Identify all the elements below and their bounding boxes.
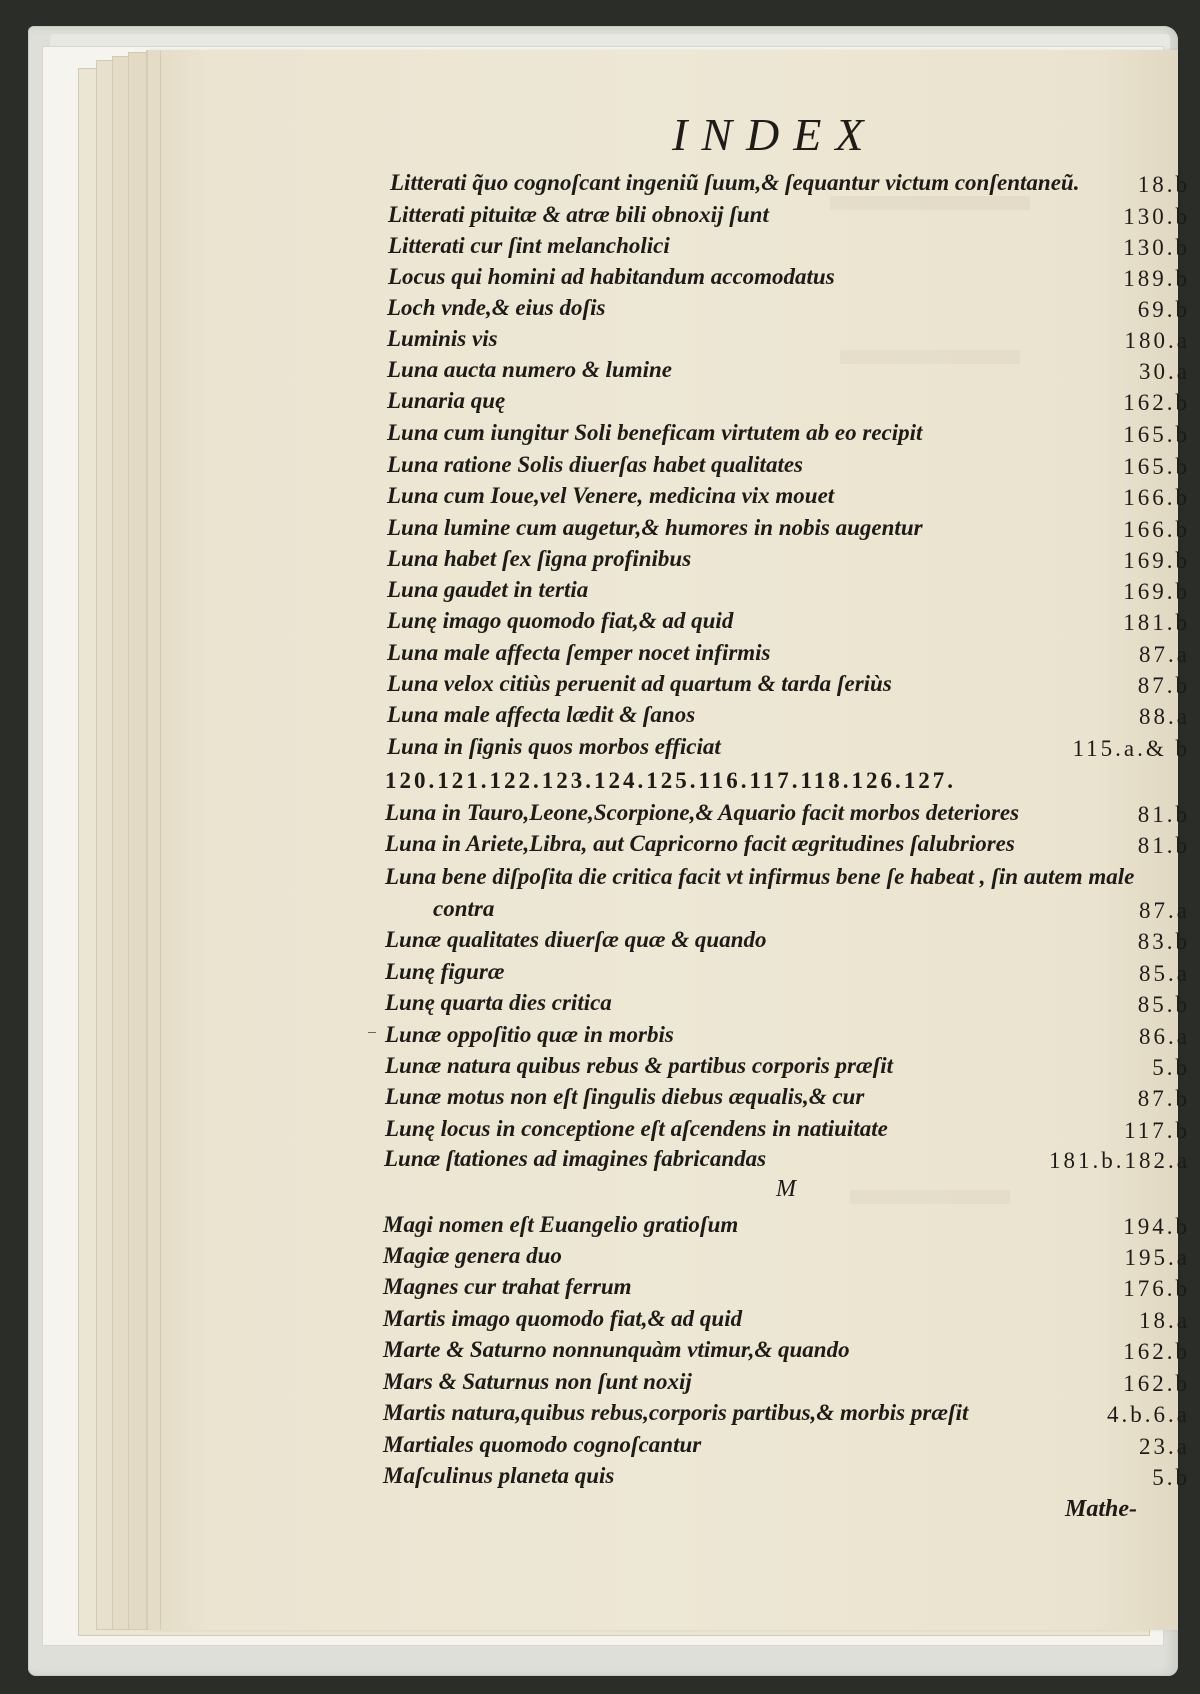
entry-folio-ref: 85.b bbox=[1137, 992, 1190, 1017]
entry-folio-ref: 162.b bbox=[1123, 1339, 1190, 1364]
entry-folio-ref: 81.b bbox=[1137, 802, 1190, 827]
entry-term: Loch vnde,& eius doſis bbox=[387, 295, 606, 320]
entry-term: Martiales quomodo cognoſcantur bbox=[383, 1432, 702, 1457]
index-entry bbox=[387, 513, 1190, 543]
entry-term: Martis natura,quibus rebus,corporis partibus,& morbis præſit bbox=[383, 1400, 969, 1425]
entry-term: Martis imago quomodo fiat,& ad quid bbox=[383, 1306, 743, 1331]
entry-folio-ref: 176.b bbox=[1123, 1276, 1190, 1301]
index-entry bbox=[387, 732, 1190, 762]
entry-folio-ref: 165.b bbox=[1123, 454, 1190, 479]
entry-term: Luminis vis bbox=[387, 326, 498, 351]
entry-folio-ref: 30.a bbox=[1139, 359, 1190, 384]
entry-folio-ref: 5.b bbox=[1152, 1055, 1190, 1080]
index-entry bbox=[385, 1051, 1190, 1081]
entry-folio-ref: 85.a bbox=[1139, 961, 1190, 986]
entry-term: Luna bene diſpoſita die critica facit vt infirmus bene ſe habeat , ſin autem male bbox=[385, 864, 1135, 889]
index-entry bbox=[395, 894, 1190, 924]
index-entry bbox=[385, 862, 1190, 892]
index-entry bbox=[383, 1241, 1190, 1271]
entry-folio-ref: 195.a bbox=[1124, 1245, 1190, 1270]
entry-term: Lunæ natura quibus rebus & partibus corporis præſit bbox=[385, 1053, 894, 1078]
index-entry bbox=[387, 418, 1190, 448]
entry-term: Litterati cur ſint melancholici bbox=[388, 233, 670, 258]
catchword: Mathe- bbox=[1065, 1496, 1137, 1522]
index-entry bbox=[387, 606, 1190, 636]
entry-folio-ref: 194.b bbox=[1123, 1214, 1190, 1239]
entry-term: Luna aucta numero & lumine bbox=[387, 357, 673, 382]
index-entry bbox=[385, 798, 1190, 828]
entry-term: Lunæ qualitates diuerſæ quæ & quando bbox=[385, 927, 767, 952]
index-entry bbox=[387, 575, 1190, 605]
index-entry bbox=[387, 638, 1190, 668]
entry-folio-ref: 83.b bbox=[1137, 929, 1190, 954]
index-entry bbox=[388, 200, 1190, 230]
entry-term: Lunæ ſtationes ad imagines fabricandas bbox=[384, 1146, 767, 1171]
index-entry bbox=[383, 1304, 1190, 1334]
entry-term: Locus qui homini ad habitandum accomodatus bbox=[388, 264, 835, 289]
entry-folio-ref: 162.b bbox=[1123, 390, 1190, 415]
entry-term: Lunę quarta dies critica bbox=[385, 990, 612, 1015]
index-entry bbox=[383, 1335, 1190, 1365]
entry-term: Lunæ oppoſitio quæ in morbis bbox=[385, 1022, 674, 1047]
index-entry bbox=[387, 669, 1190, 699]
entry-folio-ref: 181.b bbox=[1123, 610, 1190, 635]
entry-folio-ref: 189.b bbox=[1123, 266, 1190, 291]
section-letter-m: M bbox=[776, 1176, 796, 1202]
page-number-line: 120.121.122.123.124.125.116.117.118.126.127. bbox=[385, 768, 956, 793]
entry-folio-ref: 165.b bbox=[1123, 422, 1190, 447]
index-entry bbox=[387, 700, 1190, 730]
entry-folio-ref: 88.a bbox=[1139, 704, 1190, 729]
entry-term: Luna in Ariete,Libra, aut Capricorno facit ægritudines ſalubriores bbox=[385, 831, 1015, 856]
index-entry bbox=[387, 293, 1190, 323]
index-entry bbox=[385, 988, 1190, 1018]
margin-mark bbox=[368, 1032, 376, 1033]
entry-term: Magiæ genera duo bbox=[383, 1243, 562, 1268]
entry-folio-ref: 5.b bbox=[1152, 1465, 1190, 1490]
entry-term: Luna cum Ioue,vel Venere, medicina vix mouet bbox=[387, 483, 835, 508]
index-entry bbox=[387, 450, 1190, 480]
entry-term: Luna ratione Solis diuerſas habet qualitates bbox=[387, 452, 803, 477]
entry-term: Luna velox citiùs peruenit ad quartum & tarda ſeriùs bbox=[387, 671, 892, 696]
entry-folio-ref: 115.a.& b bbox=[1072, 736, 1190, 761]
entry-folio-ref: 180.a bbox=[1124, 328, 1190, 353]
entry-folio-ref: 166.b bbox=[1123, 485, 1190, 510]
entry-term: Magi nomen eſt Euangelio gratioſum bbox=[383, 1212, 739, 1237]
entry-term: Magnes cur trahat ferrum bbox=[383, 1274, 632, 1299]
entry-folio-ref: 18.a bbox=[1139, 1308, 1190, 1333]
entry-folio-ref: 87.a bbox=[1139, 898, 1190, 923]
entry-term: Litterati q̃uo cognoſcant ingeniũ ſuum,& ſequantur victum conſentaneũ. bbox=[390, 170, 1080, 195]
index-entry bbox=[383, 1367, 1190, 1397]
entry-folio-ref: 4.b.6.a bbox=[1107, 1402, 1190, 1427]
index-entry bbox=[390, 168, 1190, 198]
entry-term: Luna male affecta ſemper nocet infirmis bbox=[387, 640, 771, 665]
entry-folio-ref: 166.b bbox=[1123, 517, 1190, 542]
entry-term: Luna male affecta lædit & ſanos bbox=[387, 702, 696, 727]
index-entry bbox=[385, 957, 1190, 987]
entry-term: Luna gaudet in tertia bbox=[387, 577, 589, 602]
entry-term: Luna cum iungitur Soli beneficam virtutem ab eo recipit bbox=[387, 420, 923, 445]
entry-term: Luna in ſignis quos morbos efficiat bbox=[387, 734, 721, 759]
entry-folio-ref: 81.b bbox=[1137, 833, 1190, 858]
entry-folio-ref: 86.a bbox=[1139, 1024, 1190, 1049]
entry-folio-ref: 169.b bbox=[1123, 579, 1190, 604]
index-entry bbox=[385, 925, 1190, 955]
entry-folio-ref: 18.b bbox=[1137, 172, 1190, 197]
index-entry bbox=[388, 262, 1190, 292]
entry-term: Maſculinus planeta quis bbox=[383, 1463, 615, 1488]
index-entry bbox=[383, 1210, 1190, 1240]
entry-term: Luna habet ſex ſigna profinibus bbox=[387, 546, 692, 571]
entry-term: Litterati pituitæ & atræ bili obnoxij ſunt bbox=[388, 202, 769, 227]
entry-term: contra bbox=[433, 896, 495, 921]
entry-folio-ref: 87.b bbox=[1137, 673, 1190, 698]
entry-folio-ref: 117.b bbox=[1124, 1118, 1190, 1143]
index-entry bbox=[385, 829, 1190, 859]
entry-term: Lunę locus in conceptione eſt aſcendens in natiuitate bbox=[385, 1116, 888, 1141]
entry-folio-ref: 181.b.182.a bbox=[1049, 1148, 1190, 1173]
entry-folio-ref: 162.b bbox=[1123, 1371, 1190, 1396]
index-entry bbox=[388, 231, 1190, 261]
index-entry bbox=[383, 1430, 1190, 1460]
entry-folio-ref: 130.b bbox=[1123, 204, 1190, 229]
index-entry bbox=[384, 1144, 1190, 1174]
index-entry bbox=[387, 386, 1190, 416]
entry-term: Marte & Saturno nonnunquàm vtimur,& quando bbox=[383, 1337, 850, 1362]
entry-folio-ref: 87.a bbox=[1139, 642, 1190, 667]
entry-folio-ref: 23.a bbox=[1139, 1434, 1190, 1459]
entry-term: Lunæ motus non eſt ſingulis diebus æqualis,& cur bbox=[385, 1084, 865, 1109]
entry-term: Mars & Saturnus non ſunt noxij bbox=[383, 1369, 692, 1394]
entry-folio-ref: 69.b bbox=[1137, 297, 1190, 322]
index-entry bbox=[387, 481, 1190, 511]
entry-folio-ref: 130.b bbox=[1123, 235, 1190, 260]
entry-term: Luna lumine cum augetur,& humores in nobis augentur bbox=[387, 515, 923, 540]
index-entry bbox=[383, 1398, 1190, 1428]
index-entry bbox=[387, 324, 1190, 354]
index-entry bbox=[387, 544, 1190, 574]
entry-term: Luna in Tauro,Leone,Scorpione,& Aquario facit morbos deteriores bbox=[385, 800, 1020, 825]
index-entry bbox=[385, 1114, 1190, 1144]
entry-term: Lunaria quę bbox=[387, 388, 506, 413]
index-entry bbox=[383, 1272, 1190, 1302]
index-entry bbox=[385, 1082, 1190, 1112]
entry-term: Lunę imago quomodo fiat,& ad quid bbox=[387, 608, 734, 633]
entry-folio-ref: 87.b bbox=[1137, 1086, 1190, 1111]
entry-term: Lunę figuræ bbox=[385, 959, 505, 984]
index-entry bbox=[383, 1461, 1190, 1491]
entry-folio-ref: 169.b bbox=[1123, 548, 1190, 573]
index-entry bbox=[387, 355, 1190, 385]
index-entry bbox=[385, 1020, 1190, 1050]
page-title: INDEX bbox=[672, 109, 878, 160]
